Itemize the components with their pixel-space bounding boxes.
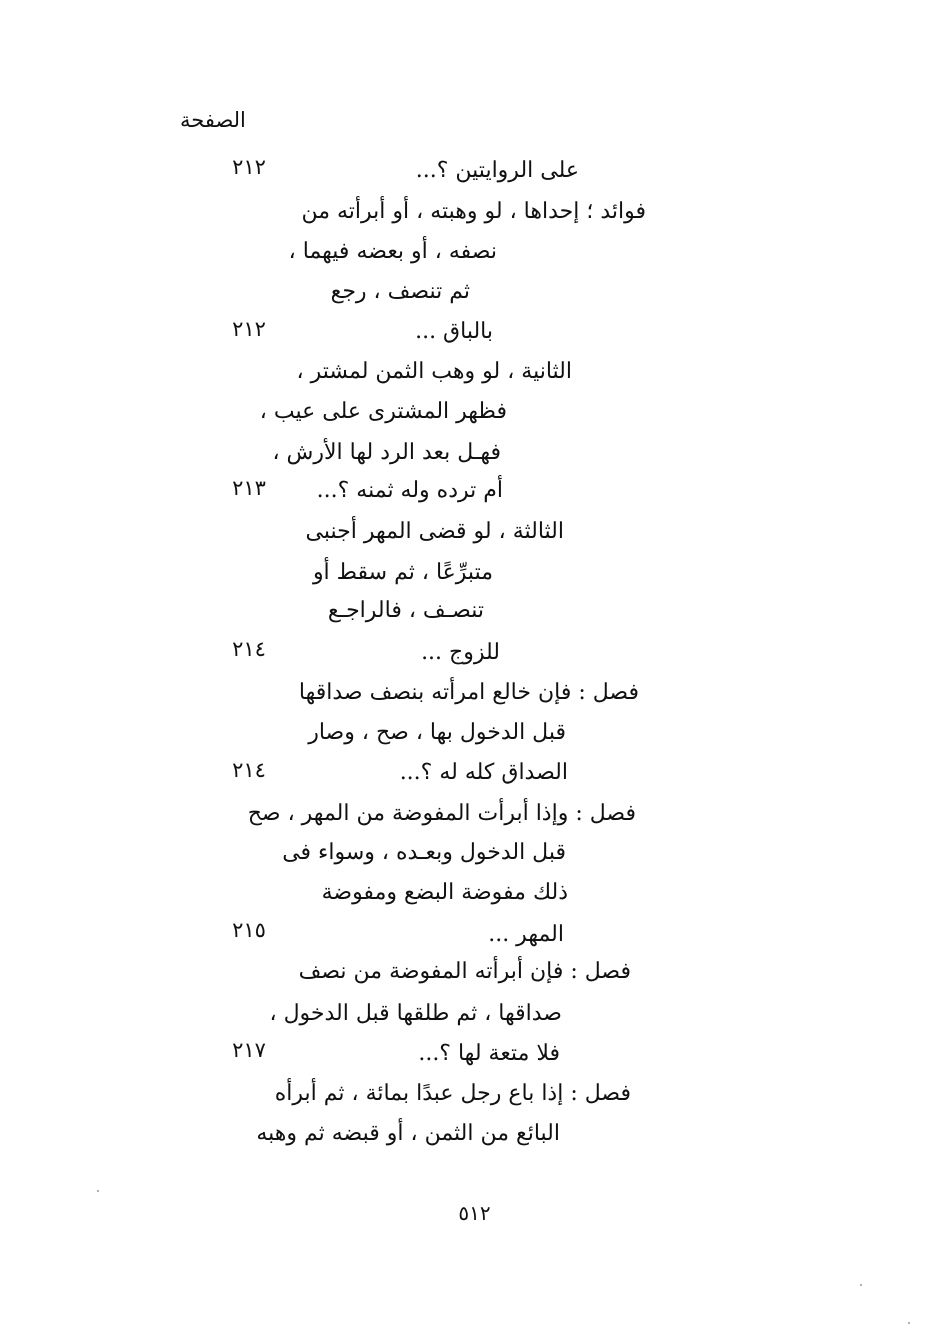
scan-speck bbox=[908, 1322, 910, 1324]
entry-line: تنصـف ، فالراجـع bbox=[327, 598, 484, 623]
entry-line: فصل : فإن أبرأته المفوضة من نصف bbox=[298, 959, 631, 984]
entry-line: نصفه ، أو بعضه فيهما ، bbox=[288, 239, 497, 264]
entry-line: للزوج ... bbox=[421, 640, 500, 665]
page-column-header: الصفحة bbox=[180, 108, 246, 132]
scan-speck bbox=[860, 1284, 862, 1286]
entry-line: فهـل بعد الرد لها الأرش ، bbox=[272, 440, 501, 465]
entry-line: قبل الدخول بها ، صح ، وصار bbox=[308, 720, 566, 745]
entry-line: فصل : وإذا أبرأت المفوضة من المهر ، صح bbox=[247, 801, 636, 826]
entry-line: البائع من الثمن ، أو قبضه ثم وهبه bbox=[256, 1121, 560, 1146]
entry-line: المهر ... bbox=[488, 922, 564, 947]
entry-line: الثالثة ، لو قضى المهر أجنبى bbox=[305, 519, 564, 544]
entry-line: فوائد ؛ إحداها ، لو وهبته ، أو أبرأته من bbox=[301, 199, 646, 224]
entry-line: ذلك مفوضة البضع ومفوضة bbox=[321, 880, 568, 905]
entry-line: فصل : إذا باع رجل عبدًا بمائة ، ثم أبرأه bbox=[274, 1081, 631, 1106]
entry-page-number: ٢١٣ bbox=[232, 476, 266, 500]
scan-speck bbox=[97, 1190, 99, 1192]
entry-line: صداقها ، ثم طلقها قبل الدخول ، bbox=[269, 1001, 562, 1026]
entry-line: الثانية ، لو وهب الثمن لمشتر ، bbox=[296, 359, 572, 384]
entry-line: ثم تنصف ، رجع bbox=[330, 279, 470, 304]
entry-line: أم ترده وله ثمنه ؟... bbox=[316, 478, 503, 503]
entry-page-number: ٢١٥ bbox=[232, 918, 266, 942]
entry-line: الصداق كله له ؟... bbox=[399, 760, 568, 785]
entry-line: بالباق ... bbox=[415, 319, 493, 344]
entry-line: على الروايتين ؟... bbox=[415, 158, 579, 183]
entry-page-number: ٢١٤ bbox=[232, 637, 266, 661]
entry-line: فظهر المشترى على عيب ، bbox=[259, 399, 507, 424]
entry-page-number: ٢١٢ bbox=[232, 317, 266, 341]
entry-page-number: ٢١٤ bbox=[232, 758, 266, 782]
entry-page-number: ٢١٢ bbox=[232, 155, 266, 179]
page-number-footer: ٥١٢ bbox=[458, 1201, 491, 1225]
entry-line: متبرِّعًا ، ثم سقط أو bbox=[312, 560, 493, 585]
entry-line: فصل : فإن خالع امرأته بنصف صداقها bbox=[298, 680, 639, 705]
entry-page-number: ٢١٧ bbox=[232, 1038, 266, 1062]
entry-line: فلا متعة لها ؟... bbox=[418, 1041, 560, 1066]
entry-line: قبل الدخول وبعـده ، وسواء فى bbox=[282, 840, 566, 865]
